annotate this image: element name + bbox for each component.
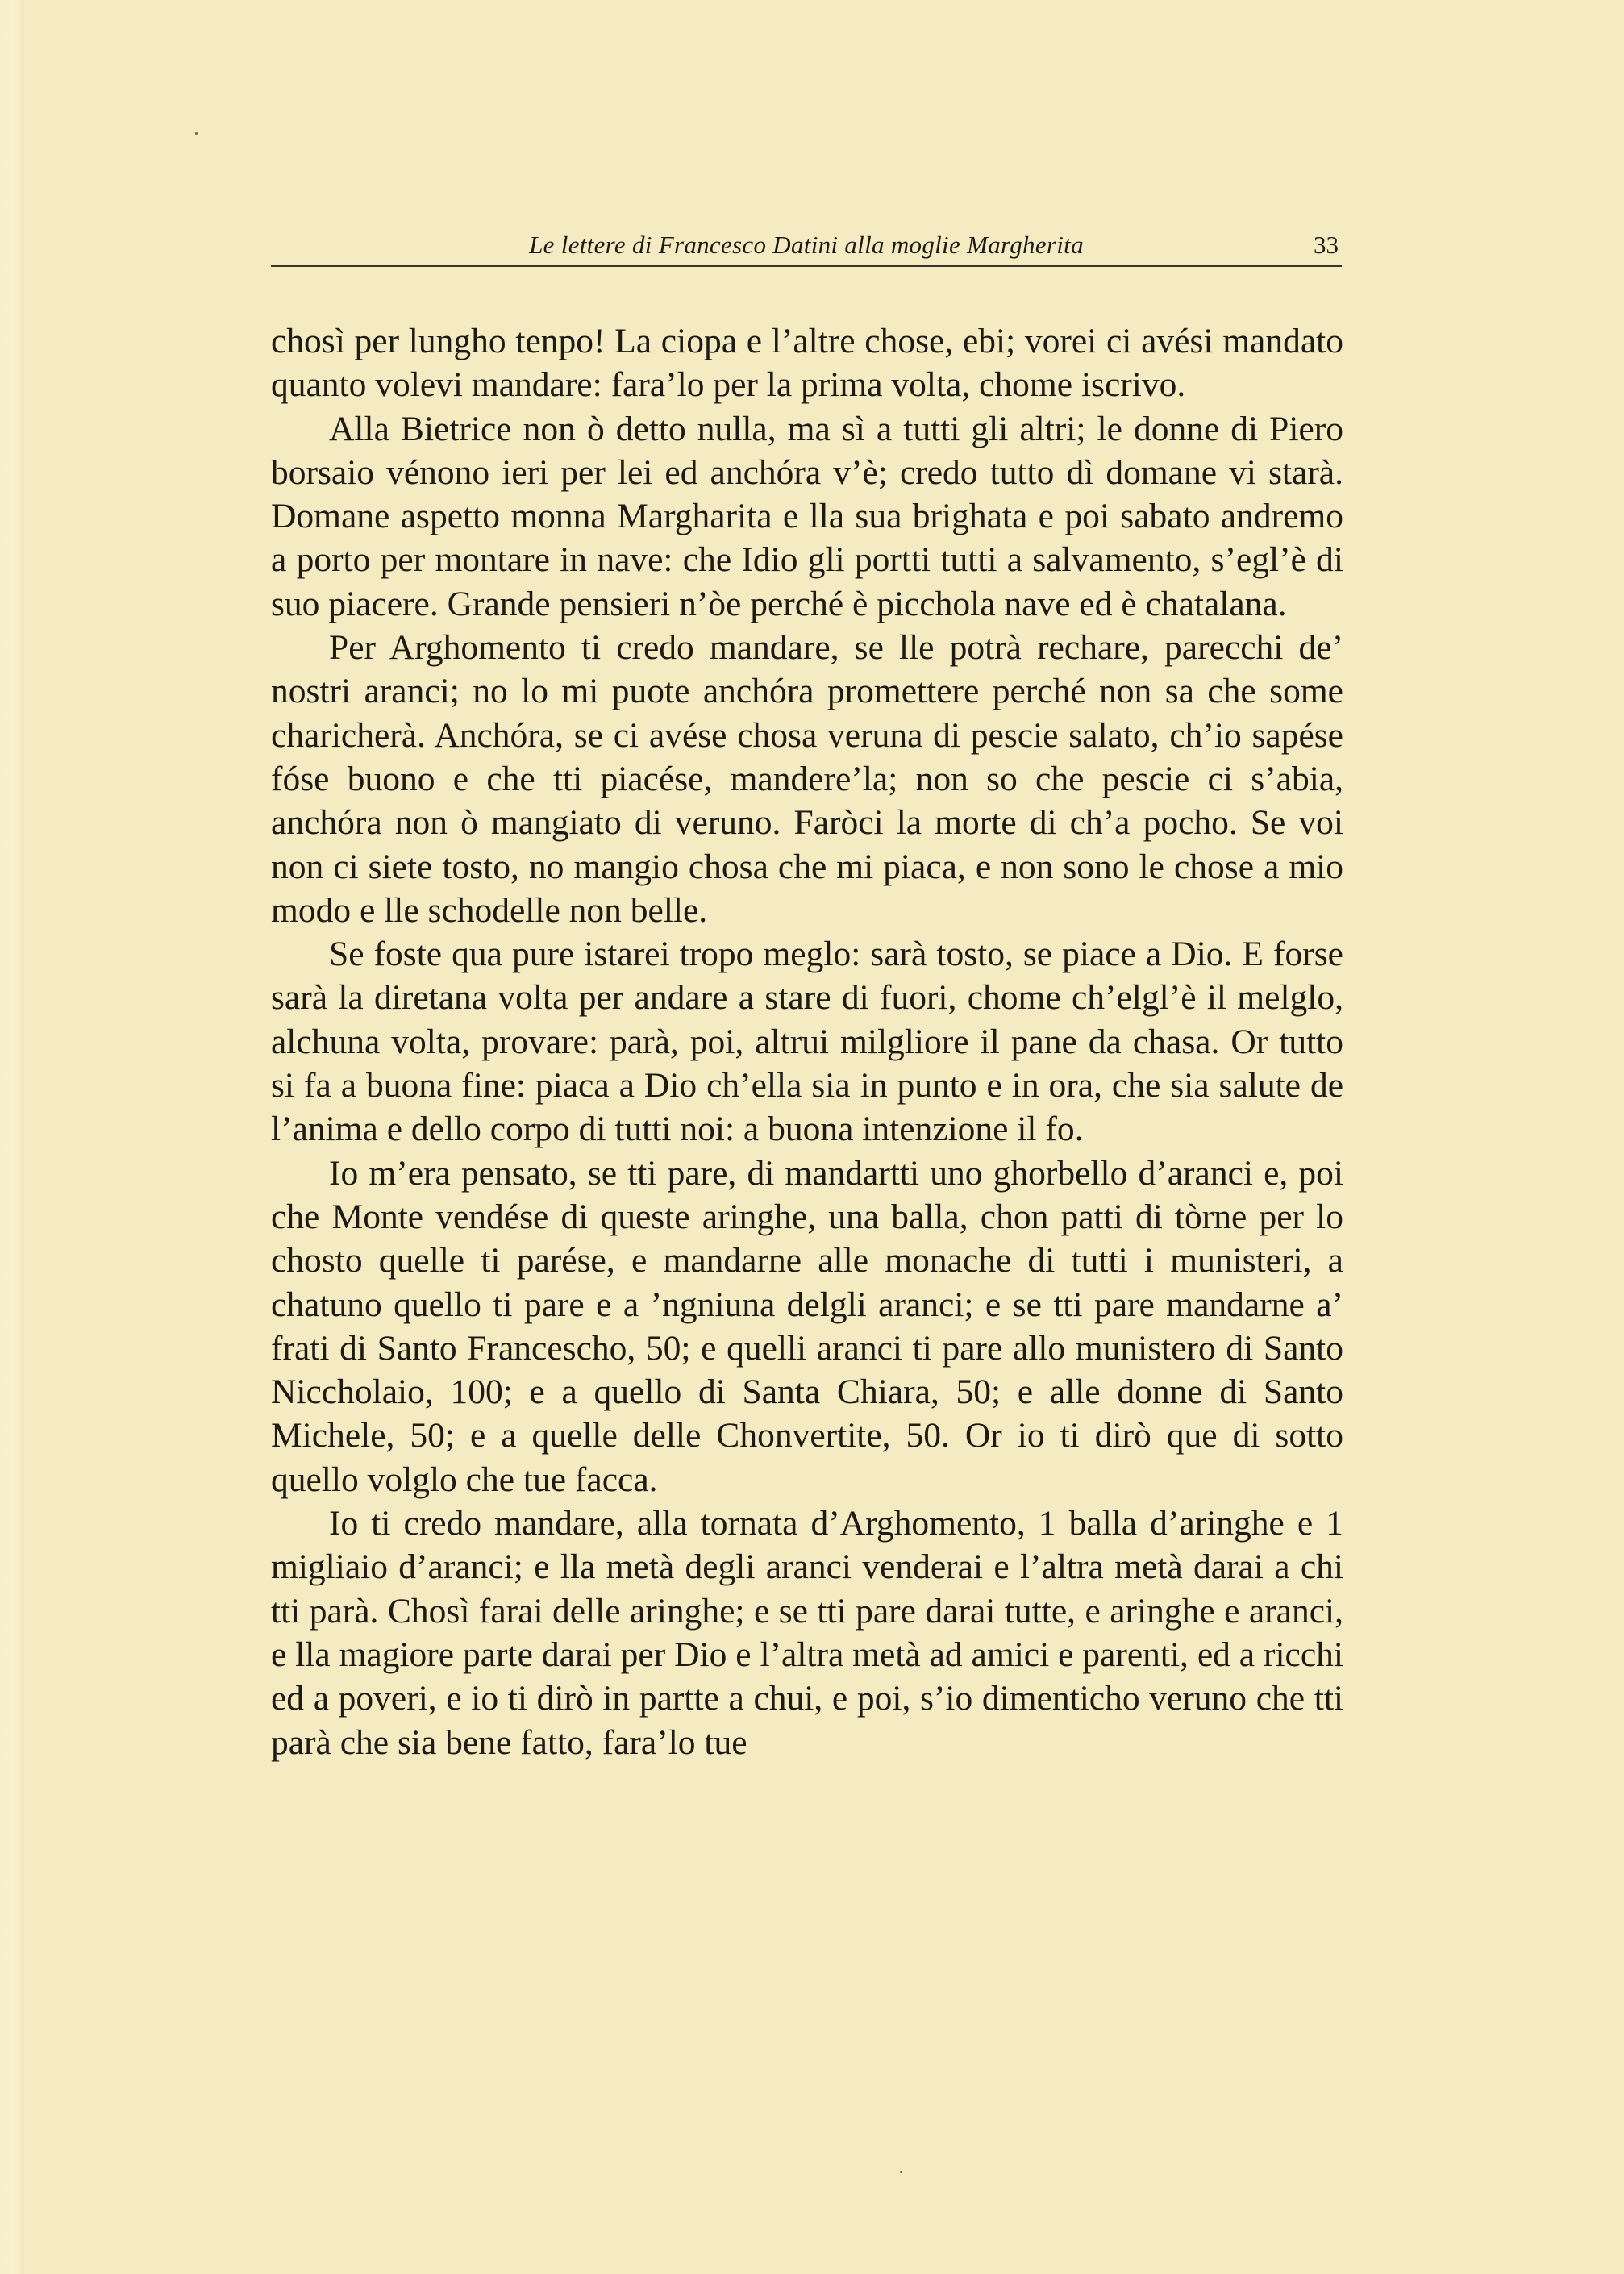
paragraph: Io ti credo mandare, alla tornata d’Arghomento, 1 balla d’aringhe e 1 migliaio d’aranci; e lla metà degli aranci venderai e l’altra metà darai a chi tti parà. Chosì farai delle aringhe; e se tti pare darai tutte, e aringhe e aranci, e lla magiore parte darai per Dio e l’altra metà ad amici e parenti, ed a ricchi ed a poveri, e io ti dirò in partte a chui, e poi, s’io dimenticho veruno che tti parà che sia bene fatto, fara’lo tue bbox=[271, 1504, 1343, 1762]
paper-edge bbox=[0, 0, 24, 2274]
running-head bbox=[271, 224, 1342, 266]
paper-speck bbox=[195, 132, 198, 135]
paragraph: Alla Bietrice non ò detto nulla, ma sì a tutti gli altri; le donne di Piero borsaio vénono ieri per lei ed anchóra v’è; credo tutto dì domane vi starà. Domane aspetto monna Margharita e lla sua brighata e poi sabato andremo a porto per montare in nave: che Idio gli portti tutti a salvamento, s’egl’è di suo piacere. Grande pensieri n’òe perché è picchola nave ed è chatalana. bbox=[271, 409, 1343, 623]
paragraph: Io m’era pensato, se tti pare, di mandartti uno ghorbello d’aranci e, poi che Monte vendése di queste aringhe, una balla, chon patti di tòrne per lo chosto quelle ti parése, e mandarne alle monache di tutti i munisteri, a chatuno quello ti pare e a ’ngniuna delgli aranci; e se tti pare mandarne a’ frati di Santo Francescho, 50; e quelli aranci ti pare allo munistero di Santo Niccholaio, 100; e a quello di Santa Chiara, 50; e alle donne di Santo Michele, 50; e a quelle delle Chonvertite, 50. Or io ti dirò que di sotto quello volglo che tue facca. bbox=[271, 1153, 1343, 1499]
page-number: 33 bbox=[1314, 231, 1339, 259]
paper-speck bbox=[900, 2171, 902, 2173]
running-title: Le lettere di Francesco Datini alla moglie Margherita bbox=[529, 231, 1084, 259]
header-rule bbox=[271, 265, 1342, 267]
paragraph: Se foste qua pure istarei tropo meglo: sarà tosto, se piace a Dio. E forse sarà la diretana volta per andare a stare di fuori, chome ch’elgl’è il melglo, alchuna volta, provare: parà, poi, altrui milgliore il pane da chasa. Or tutto si fa a buona fine: piaca a Dio ch’ella sia in punto e in ora, che sia salute de l’anima e dello corpo di tutti noi: a buona intenzione il fo. bbox=[271, 935, 1343, 1149]
body-text bbox=[271, 319, 1343, 1764]
paragraph: chosì per lungho tenpo! La ciopa e l’altre chose, ebi; vorei ci avési mandato quanto volevi mandare: fara’lo per la prima volta, chome iscrivo. bbox=[271, 322, 1343, 405]
paragraph: Per Arghomento ti credo mandare, se lle potrà rechare, parecchi de’ nostri aranci; no lo mi puote anchóra promettere perché non sa che some charicherà. Anchóra, se ci avése chosa veruna di pescie salato, ch’io sapése fóse buono e che tti piacése, mandere’la; non so che pescie ci s’abia, anchóra non ò mangiato di veruno. Faròci la morte di ch’a pocho. Se voi non ci siete tosto, no mangio chosa che mi piaca, e non sono le chose a mio modo e lle schodelle non belle. bbox=[271, 628, 1343, 930]
